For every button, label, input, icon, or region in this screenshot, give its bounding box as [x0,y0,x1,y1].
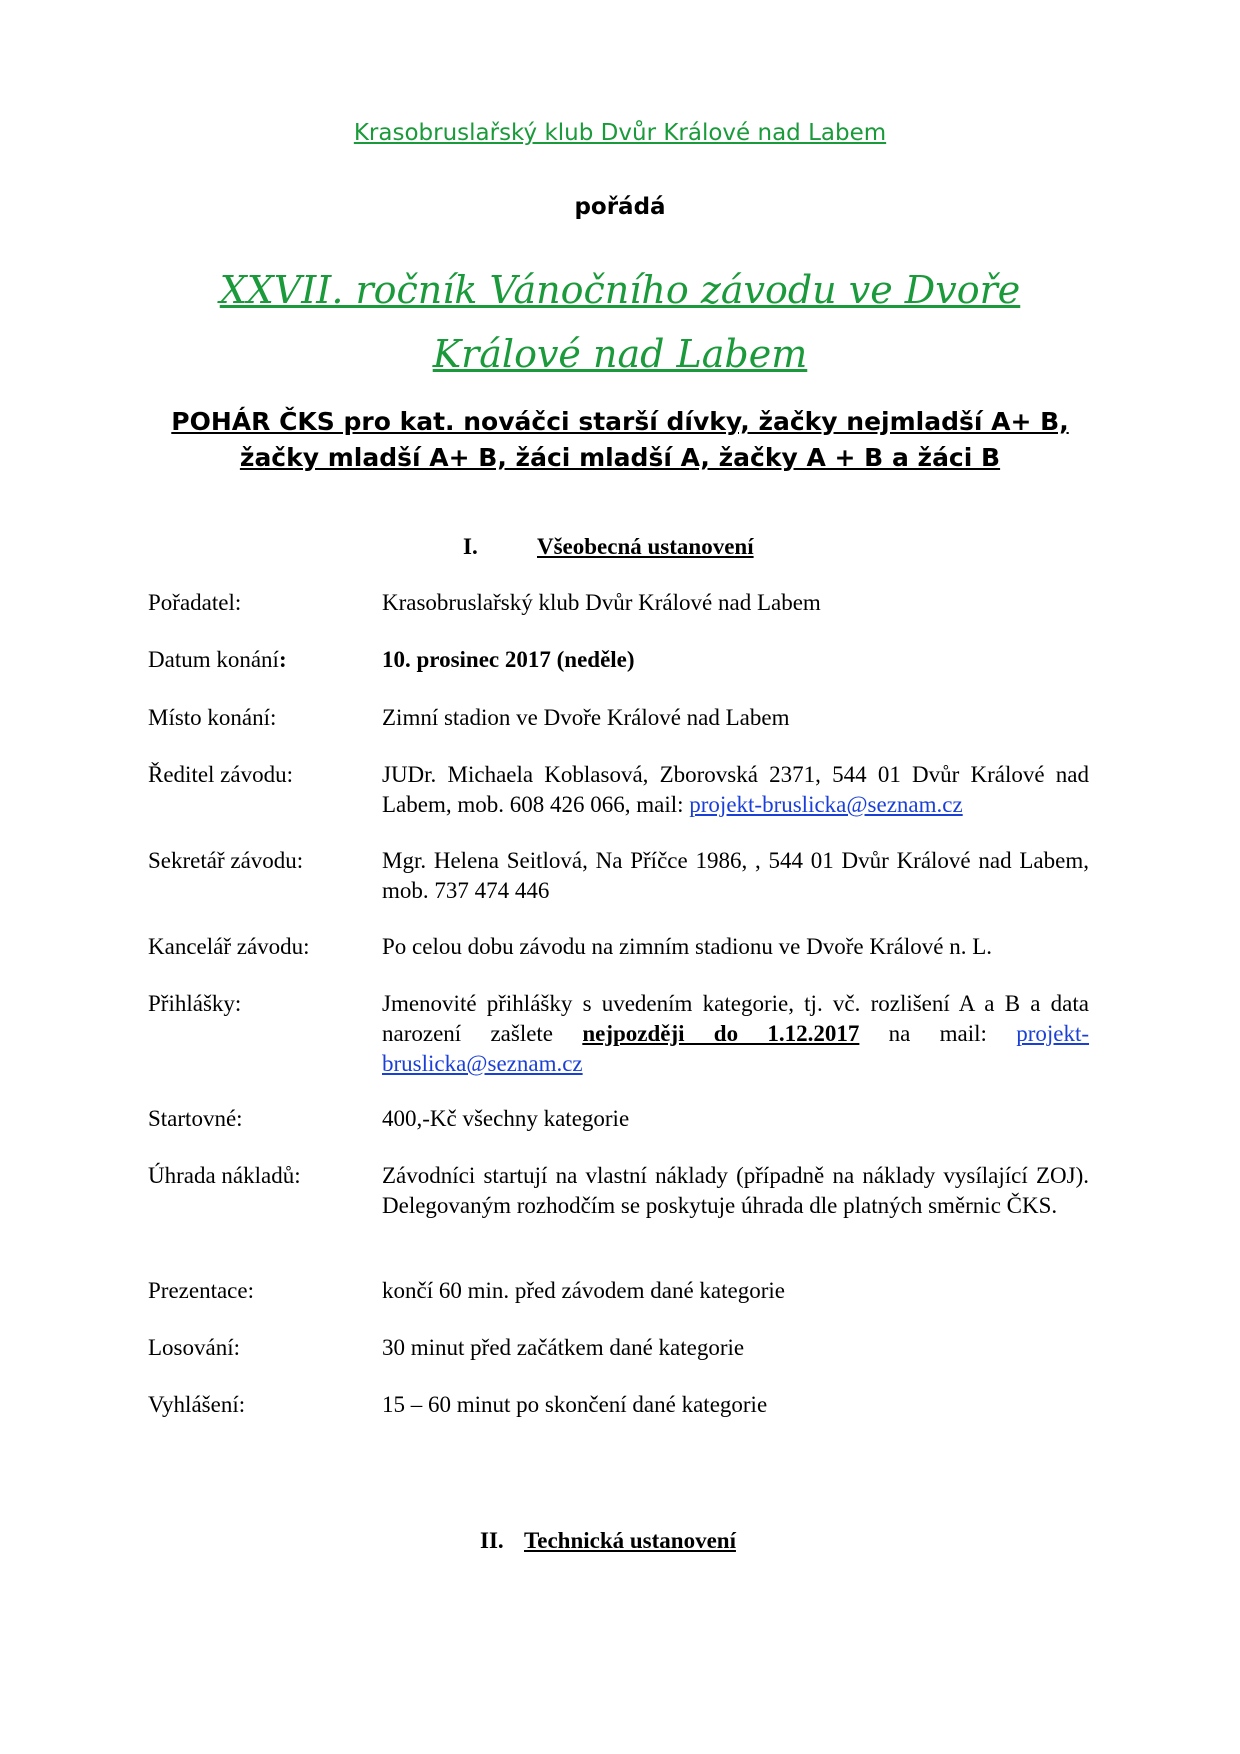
label-datum: Datum konání: [148,647,287,672]
label-reditel: Ředitel závodu: [148,762,293,787]
value-kancelar: Po celou dobu závodu na zimním stadionu ve Dvoře Králové n. L. [382,934,992,959]
organizes-label: pořádá [574,194,666,220]
email-link-prihlasky[interactable]: projekt-bruslicka@seznam.cz [382,1021,1090,1076]
label-kancelar: Kancelář závodu: [148,934,310,959]
value-prezentace: končí 60 min. před závodem dané kategorie [382,1278,785,1303]
value-misto: Zimní stadion ve Dvoře Králové nad Labem [382,705,790,730]
value-sekretar: Mgr. Helena Seitlová, Na Příčce 1986, , 544 01 Dvůr Králové nad Labem, mob. 737 474 446 [382,848,1089,903]
value-vyhlaseni: 15 – 60 minut po skončení dané kategorie [382,1392,768,1417]
value-datum: 10. prosinec 2017 (neděle) [382,647,635,672]
value-reditel: JUDr. Michaela Koblasová, Zborovská 2371, 544 01 Dvůr Králové nad Labem, mob. 608 426 066, mail: projekt-bruslicka@seznam.cz [382,762,1089,817]
value-uhrada: Závodníci startují na vlastní náklady (případně na náklady vysílající ZOJ). Delegovaným rozhodčím se poskytuje úhrada dle platných směrnic ČKS. [382,1163,1089,1218]
label-prezentace: Prezentace: [148,1278,254,1303]
value-poradatel: Krasobruslařský klub Dvůr Králové nad Labem [382,590,821,615]
section-1-title: Všeobecná ustanovení [537,534,754,559]
value-losovani: 30 minut před začátkem dané kategorie [382,1335,745,1360]
section-2-number: II. [480,1528,504,1553]
section-1-number: I. [463,534,478,559]
club-name: Krasobruslařský klub Dvůr Králové nad Labem [353,120,887,146]
label-prihlasky: Přihlášky: [148,991,242,1016]
label-poradatel: Pořadatel: [148,590,242,615]
value-prihlasky: Jmenovité přihlášky s uvedením kategorie, tj. vč. rozlišení A a B a data narození zašlete nejpozději do 1.12.2017 na mail: projekt-bruslicka@seznam.cz [382,991,1090,1076]
value-startovne: 400,-Kč všechny kategorie [382,1106,630,1131]
label-startovne: Startovné: [148,1106,243,1131]
label-uhrada: Úhrada nákladů: [148,1163,301,1188]
label-sekretar: Sekretář závodu: [148,848,304,873]
email-link-reditel[interactable]: projekt-bruslicka@seznam.cz [689,792,963,817]
deadline: nejpozději do 1.12.2017 [582,1021,860,1046]
label-losovani: Losování: [148,1335,240,1360]
label-vyhlaseni: Vyhlášení: [148,1392,246,1417]
section-2-title: Technická ustanovení [524,1528,736,1553]
event-title: XXVII. ročník Vánočního závodu ve Dvoře Králové nad Labem [219,268,1021,376]
label-misto: Místo konání: [148,705,277,730]
cup-categories: POHÁR ČKS pro kat. nováčci starší dívky, žačky nejmladší A+ B, žačky mladší A+ B, žáci mladší A, žačky A + B a žáci B [171,407,1069,472]
